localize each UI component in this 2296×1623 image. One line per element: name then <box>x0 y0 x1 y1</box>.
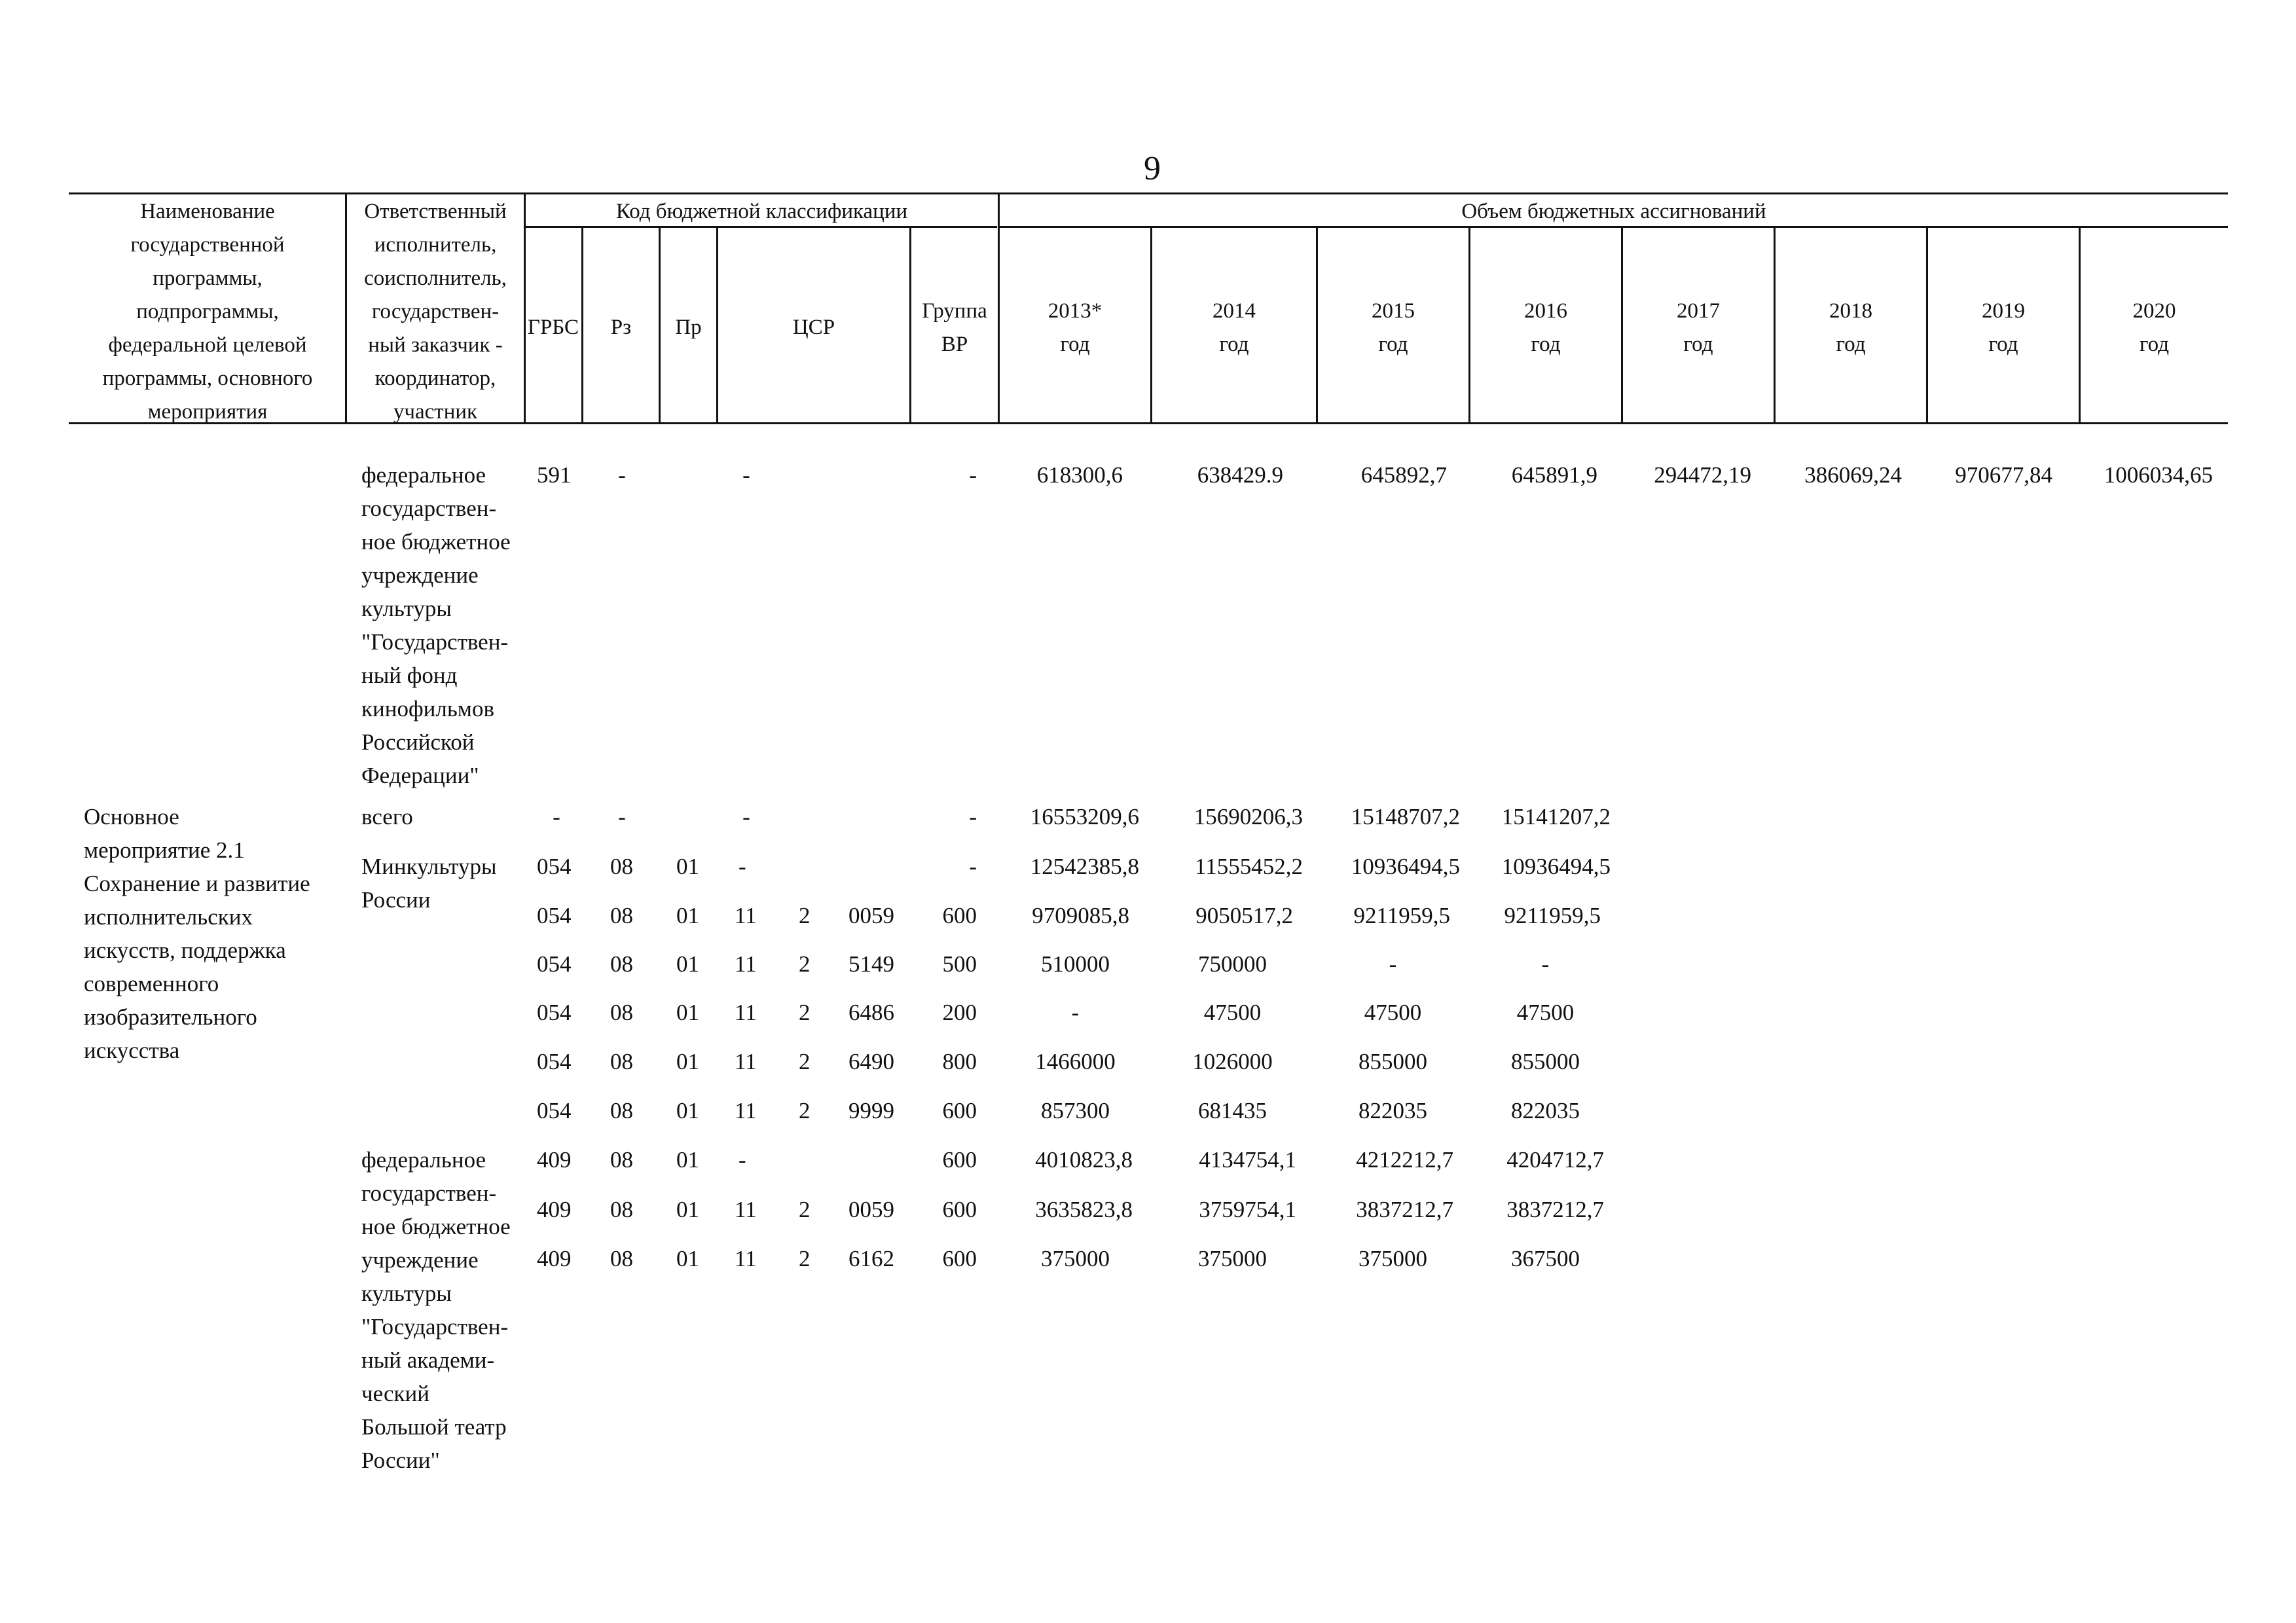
header-line: ВР <box>941 333 968 356</box>
cell-value-2016: 9211959,5 <box>1504 903 1601 928</box>
cell-value-2015: 47500 <box>1364 1000 1422 1025</box>
cell-value-2016: 15141207,2 <box>1501 804 1611 830</box>
executor-gosfilmofond <box>361 458 532 792</box>
cell-pr: 01 <box>676 1049 699 1074</box>
header-line: координатор, <box>374 367 496 390</box>
year-label: 2018 <box>1829 299 1872 323</box>
executor-minkultury <box>361 850 532 917</box>
cell-pr: 01 <box>676 1147 699 1173</box>
header-line: государственной <box>130 233 285 257</box>
cell-grbs: 054 <box>537 1049 572 1074</box>
cell-rz: 08 <box>610 1197 633 1222</box>
executor-line: "Государствен- <box>361 1314 509 1340</box>
executor-line: Федерации" <box>361 763 479 788</box>
cell-csr-b: 2 <box>799 951 811 977</box>
cell-vr: 600 <box>942 1098 977 1123</box>
cell-csr-c: 6162 <box>848 1246 894 1271</box>
year-suffix: год <box>1683 333 1713 356</box>
cell-value-2015: 855000 <box>1358 1049 1427 1074</box>
header-year-2020 <box>2081 295 2228 361</box>
header-left-top-rule <box>69 192 527 194</box>
cell-csr-a: - <box>742 804 750 830</box>
executor-line: "Государствен- <box>361 629 509 655</box>
cell-rz: - <box>618 804 626 830</box>
cell-value-2015: - <box>1389 951 1397 977</box>
cell-csr-b: 2 <box>799 1246 811 1271</box>
executor-line: федеральное <box>361 462 486 488</box>
cell-csr-b: 2 <box>799 903 811 928</box>
cell-value-2016: 822035 <box>1511 1098 1580 1123</box>
executor-line: Минкультуры <box>361 854 497 879</box>
cell-value-2015: 15148707,2 <box>1351 804 1460 830</box>
cell-rz: 08 <box>610 1049 633 1074</box>
name-line: изобразительного <box>84 1004 257 1030</box>
cell-grbs: 054 <box>537 1098 572 1123</box>
year-label: 2019 <box>1982 299 2025 323</box>
header-year-2013 <box>1000 295 1150 361</box>
cell-vr: - <box>969 462 977 488</box>
cell-value-2013: 16553209,6 <box>1030 804 1139 830</box>
cell-grbs: 054 <box>537 1000 572 1025</box>
header-pr: Пр <box>675 316 702 339</box>
year-label: 2020 <box>2132 299 2176 323</box>
header-line: программы, основного <box>102 367 313 390</box>
header-line: мероприятия <box>147 400 268 424</box>
cell-value-2019: 970677,84 <box>1955 462 2052 488</box>
cell-csr-b: 2 <box>799 1197 811 1222</box>
cell-value-2013: 618300,6 <box>1036 462 1123 488</box>
cell-vr: 600 <box>942 1246 977 1271</box>
cell-vr: - <box>969 854 977 879</box>
cell-rz: 08 <box>610 1246 633 1271</box>
cell-csr-a: 11 <box>735 1000 757 1025</box>
year-suffix: год <box>1378 333 1408 356</box>
cell-grbs: 054 <box>537 854 572 879</box>
cell-csr-b: 2 <box>799 1098 811 1123</box>
cell-value-2016: 10936494,5 <box>1501 854 1611 879</box>
page-number: 9 <box>1144 150 1161 187</box>
year-label: 2014 <box>1212 299 1256 323</box>
cell-csr-a: - <box>738 1147 746 1173</box>
year-label: 2015 <box>1372 299 1415 323</box>
header-vr <box>911 295 998 361</box>
executor-line: культуры <box>361 596 452 621</box>
executor-line: Российской <box>361 729 475 755</box>
header-program-name <box>71 195 344 429</box>
name-line: современного <box>84 971 219 996</box>
cell-value-2013: 857300 <box>1041 1098 1110 1123</box>
cell-value-2014: 15690206,3 <box>1194 804 1303 830</box>
year-suffix: год <box>1836 333 1866 356</box>
header-line: государствен- <box>371 300 500 323</box>
cell-value-2015: 822035 <box>1358 1098 1427 1123</box>
cell-csr-a: 11 <box>735 1246 757 1271</box>
header-year-2018 <box>1776 295 1926 361</box>
cell-value-2016: 47500 <box>1516 1000 1575 1025</box>
cell-value-2013: 4010823,8 <box>1035 1147 1133 1173</box>
cell-pr: 01 <box>676 1246 699 1271</box>
cell-value-2014: 47500 <box>1203 1000 1262 1025</box>
cell-value-2016: 855000 <box>1511 1049 1580 1074</box>
cell-value-2013: 9709085,8 <box>1032 903 1129 928</box>
cell-value-2015: 10936494,5 <box>1351 854 1460 879</box>
cell-csr-a: - <box>742 462 750 488</box>
cell-value-2015: 3837212,7 <box>1356 1197 1453 1222</box>
cell-grbs: 591 <box>537 462 572 488</box>
cell-value-2014: 375000 <box>1198 1246 1267 1271</box>
cell-csr-c: 6490 <box>848 1049 894 1074</box>
executor-line: ный академи- <box>361 1347 495 1373</box>
cell-csr-a: 11 <box>735 903 757 928</box>
cell-grbs: 409 <box>537 1246 572 1271</box>
cell-csr-c: 9999 <box>848 1098 894 1123</box>
cell-vr: 800 <box>942 1049 977 1074</box>
cell-value-2016: 3837212,7 <box>1506 1197 1604 1222</box>
executor-line: ное бюджетное <box>361 529 511 555</box>
cell-value-2014: 750000 <box>1198 951 1267 977</box>
header-year-2016 <box>1470 295 1621 361</box>
cell-csr-c: 0059 <box>848 1197 894 1222</box>
executor-line: России" <box>361 1448 440 1473</box>
cell-pr: 01 <box>676 854 699 879</box>
name-line: искусства <box>84 1038 180 1063</box>
cell-grbs: 054 <box>537 951 572 977</box>
cell-vr: - <box>969 804 977 830</box>
cell-value-2018: 386069,24 <box>1804 462 1902 488</box>
cell-value-2013: 510000 <box>1041 951 1110 977</box>
header-line: исполнитель, <box>374 233 497 257</box>
executor-line: кинофильмов <box>361 696 494 721</box>
executor-line: России <box>361 887 431 913</box>
cell-vr: 600 <box>942 1147 977 1173</box>
cell-value-2014: 681435 <box>1198 1098 1267 1123</box>
header-line: Ответственный <box>364 200 507 223</box>
cell-grbs: 054 <box>537 903 572 928</box>
header-line: Группа <box>922 299 987 323</box>
cell-value-2013: 375000 <box>1041 1246 1110 1271</box>
cell-grbs: - <box>553 804 560 830</box>
cell-vr: 200 <box>942 1000 977 1025</box>
executor-line: учреждение <box>361 1247 479 1273</box>
header-year-2015 <box>1318 295 1468 361</box>
executor-line: государствен- <box>361 496 497 521</box>
cell-value-2013: 3635823,8 <box>1035 1197 1133 1222</box>
cell-grbs: 409 <box>537 1147 572 1173</box>
header-top-rule <box>526 192 2228 194</box>
header-line: Наименование <box>140 200 275 223</box>
cell-csr-a: 11 <box>735 951 757 977</box>
cell-rz: 08 <box>610 951 633 977</box>
cell-rz: - <box>618 462 626 488</box>
year-suffix: год <box>1060 333 1090 356</box>
executor-line: ческий <box>361 1381 430 1406</box>
cell-vr: 600 <box>942 903 977 928</box>
cell-grbs: 409 <box>537 1197 572 1222</box>
header-line: участник <box>393 400 478 424</box>
executor-bolshoi <box>361 1143 532 1477</box>
cell-value-2015: 4212212,7 <box>1356 1147 1453 1173</box>
year-suffix: год <box>2139 333 2170 356</box>
cell-value-2014: 11555452,2 <box>1195 854 1303 879</box>
header-rz: Рз <box>610 316 632 339</box>
cell-csr-c: 5149 <box>848 951 894 977</box>
header-line: федеральной целевой <box>108 333 307 357</box>
cell-csr-a: 11 <box>735 1197 757 1222</box>
header-year-2014 <box>1152 295 1316 361</box>
cell-value-2015: 9211959,5 <box>1353 903 1450 928</box>
cell-pr: 01 <box>676 951 699 977</box>
cell-value-2014: 3759754,1 <box>1199 1197 1296 1222</box>
name-line: искусств, поддержка <box>84 938 286 963</box>
cell-value-2017: 294472,19 <box>1654 462 1751 488</box>
cell-pr: 01 <box>676 903 699 928</box>
year-suffix: год <box>1219 333 1249 356</box>
year-suffix: год <box>1531 333 1561 356</box>
executor-line: Большой театр <box>361 1414 507 1440</box>
total-label: всего <box>361 804 413 830</box>
cell-rz: 08 <box>610 1098 633 1123</box>
cell-pr: 01 <box>676 1098 699 1123</box>
cell-csr-c: 0059 <box>848 903 894 928</box>
cell-value-2016: 4204712,7 <box>1506 1147 1604 1173</box>
year-suffix: год <box>1988 333 2018 356</box>
header-line: подпрограммы, <box>136 300 279 323</box>
cell-value-2013: - <box>1071 1000 1080 1025</box>
cell-value-2016: 645891,9 <box>1511 462 1597 488</box>
cell-rz: 08 <box>610 903 633 928</box>
header-csr: ЦСР <box>792 316 835 339</box>
cell-csr-b: 2 <box>799 1000 811 1025</box>
year-label: 2017 <box>1677 299 1720 323</box>
cell-value-2015: 645892,7 <box>1360 462 1447 488</box>
cell-value-2013: 1466000 <box>1035 1049 1116 1074</box>
header-kbk-title: Код бюджетной классификации <box>615 200 908 223</box>
cell-pr: 01 <box>676 1000 699 1025</box>
header-volume-title: Объем бюджетных ассигнований <box>1461 200 1766 223</box>
cell-csr-a: 11 <box>735 1049 757 1074</box>
activity-name <box>84 800 346 1067</box>
cell-rz: 08 <box>610 854 633 879</box>
name-line: исполнительских <box>84 904 253 930</box>
cell-vr: 600 <box>942 1197 977 1222</box>
cell-value-2016: - <box>1541 951 1550 977</box>
cell-value-2014: 9050517,2 <box>1195 903 1293 928</box>
cell-pr: 01 <box>676 1197 699 1222</box>
cell-csr-a: - <box>738 854 746 879</box>
cell-value-2014: 4134754,1 <box>1199 1147 1296 1173</box>
cell-csr-c: 6486 <box>848 1000 894 1025</box>
executor-line: государствен- <box>361 1180 497 1206</box>
name-line: Сохранение и развитие <box>84 871 310 896</box>
cell-csr-a: 11 <box>735 1098 757 1123</box>
header-year-2019 <box>1928 295 2079 361</box>
cell-value-2015: 375000 <box>1358 1246 1427 1271</box>
year-label: 2016 <box>1524 299 1567 323</box>
header-responsible <box>347 195 524 429</box>
cell-value-2014: 1026000 <box>1192 1049 1273 1074</box>
cell-rz: 08 <box>610 1147 633 1173</box>
executor-line: ный фонд <box>361 663 458 688</box>
name-line: мероприятие 2.1 <box>84 837 245 863</box>
executor-line: учреждение <box>361 562 479 588</box>
executor-line: культуры <box>361 1281 452 1306</box>
header-grbs: ГРБС <box>527 316 579 339</box>
cell-rz: 08 <box>610 1000 633 1025</box>
header-year-2017 <box>1623 295 1774 361</box>
header-line: соисполнитель, <box>364 266 507 290</box>
name-line: Основное <box>84 804 179 830</box>
executor-line: федеральное <box>361 1147 486 1173</box>
year-label: 2013* <box>1048 299 1102 323</box>
cell-value-2016: 367500 <box>1511 1246 1580 1271</box>
cell-value-2013: 12542385,8 <box>1030 854 1139 879</box>
cell-value-2020: 1006034,65 <box>2104 462 2213 488</box>
cell-value-2014: 638429.9 <box>1197 462 1283 488</box>
header-line: ный заказчик - <box>368 333 503 357</box>
cell-vr: 500 <box>942 951 977 977</box>
executor-line: ное бюджетное <box>361 1214 511 1239</box>
header-line: программы, <box>153 266 263 290</box>
cell-csr-b: 2 <box>799 1049 811 1074</box>
